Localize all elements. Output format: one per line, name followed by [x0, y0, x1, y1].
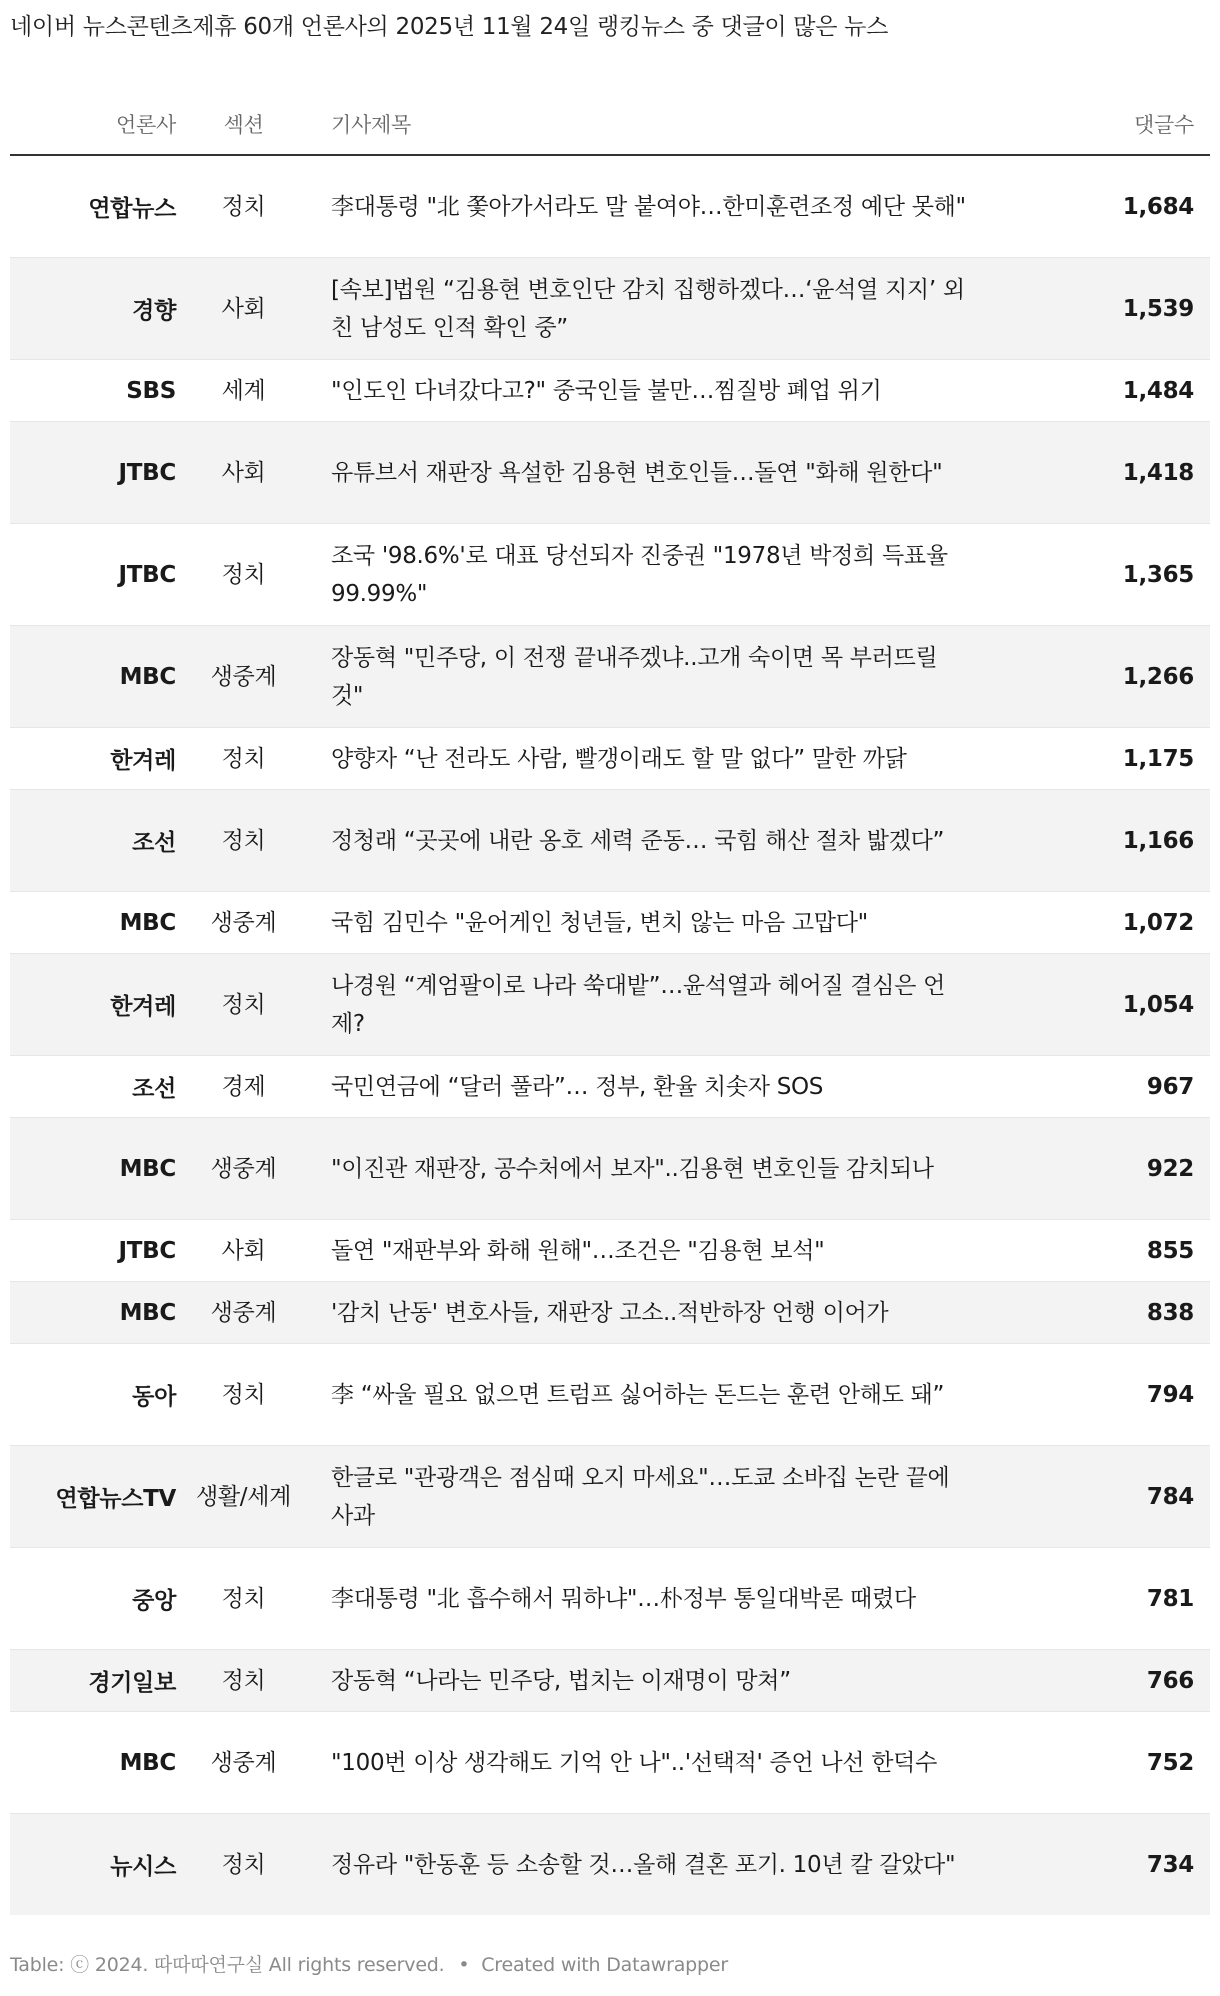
comment-count-cell: 1,175: [991, 728, 1210, 790]
table-footer: [10, 1950, 728, 1977]
headline-cell: 조국 '98.6%'로 대표 당선되자 진중권 "1978년 박정희 득표율 99.99%": [311, 524, 991, 626]
press-cell: 한겨레: [10, 728, 176, 790]
press-cell: MBC: [10, 626, 176, 728]
section-cell: 생중계: [176, 1282, 311, 1344]
table-title: 네이버 뉴스콘텐츠제휴 60개 언론사의 2025년 11월 24일 랭킹뉴스 중 댓글이 많은 뉴스: [10, 14, 888, 40]
headline-cell: 돌연 "재판부와 화해 원해"…조건은 "김용현 보석": [311, 1220, 991, 1282]
press-cell: 연합뉴스: [10, 155, 176, 258]
section-cell: 정치: [176, 1650, 311, 1712]
headline-cell: "이진관 재판장, 공수처에서 보자"..김용현 변호인들 감치되나: [311, 1118, 991, 1220]
section-cell: 경제: [176, 1056, 311, 1118]
headline-cell: 유튜브서 재판장 욕설한 김용현 변호인들…돌연 "화해 원한다": [311, 422, 991, 524]
column-header-comment-count[interactable]: 댓글수: [991, 94, 1210, 155]
comment-count-cell: 967: [991, 1056, 1210, 1118]
press-cell: JTBC: [10, 1220, 176, 1282]
headline-cell: "인도인 다녀갔다고?" 중국인들 불만…찜질방 폐업 위기: [311, 360, 991, 422]
table-row: [10, 892, 1210, 954]
section-cell: 사회: [176, 258, 311, 360]
table-row: [10, 1220, 1210, 1282]
headline-cell: 양향자 “난 전라도 사람, 빨갱이래도 할 말 없다” 말한 까닭: [311, 728, 991, 790]
comment-count-cell: 1,418: [991, 422, 1210, 524]
comment-count-cell: 922: [991, 1118, 1210, 1220]
section-cell: 정치: [176, 1814, 311, 1916]
table-row: [10, 728, 1210, 790]
section-cell: 사회: [176, 1220, 311, 1282]
headline-cell: 장동혁 “나라는 민주당, 법치는 이재명이 망쳐”: [311, 1650, 991, 1712]
headline-cell: 나경원 “계엄팔이로 나라 쑥대밭”…윤석열과 헤어질 결심은 언제?: [311, 954, 991, 1056]
column-header-section[interactable]: 섹션: [176, 94, 311, 155]
section-cell: 정치: [176, 728, 311, 790]
table-row: [10, 360, 1210, 422]
press-cell: 연합뉴스TV: [10, 1446, 176, 1548]
comment-count-cell: 838: [991, 1282, 1210, 1344]
section-cell: 생중계: [176, 626, 311, 728]
section-cell: 생중계: [176, 1712, 311, 1814]
headline-cell: 李대통령 "北 쫓아가서라도 말 붙여야…한미훈련조정 예단 못해": [311, 155, 991, 258]
comment-count-cell: 766: [991, 1650, 1210, 1712]
table-row: [10, 1118, 1210, 1220]
table-header-row: [10, 94, 1210, 155]
press-cell: 경향: [10, 258, 176, 360]
section-cell: 정치: [176, 1548, 311, 1650]
table-row: [10, 524, 1210, 626]
press-cell: 조선: [10, 1056, 176, 1118]
table-row: [10, 954, 1210, 1056]
comment-count-cell: 855: [991, 1220, 1210, 1282]
comment-count-cell: 1,266: [991, 626, 1210, 728]
section-cell: 정치: [176, 524, 311, 626]
headline-cell: 정유라 "한동훈 등 소송할 것…올해 결혼 포기. 10년 칼 갈았다": [311, 1814, 991, 1916]
press-cell: MBC: [10, 1118, 176, 1220]
column-header-headline[interactable]: 기사제목: [311, 94, 991, 155]
headline-cell: [속보]법원 “김용현 변호인단 감치 집행하겠다…‘윤석열 지지’ 외친 남성도 인적 확인 중”: [311, 258, 991, 360]
section-cell: 정치: [176, 954, 311, 1056]
press-cell: 중앙: [10, 1548, 176, 1650]
section-cell: 생활/세계: [176, 1446, 311, 1548]
comments-ranking-table: [10, 94, 1210, 1915]
comment-count-cell: 1,684: [991, 155, 1210, 258]
table-row: [10, 422, 1210, 524]
table-row: [10, 1282, 1210, 1344]
comment-count-cell: 784: [991, 1446, 1210, 1548]
section-cell: 세계: [176, 360, 311, 422]
headline-cell: 장동혁 "민주당, 이 전쟁 끝내주겠냐..고개 숙이면 목 부러뜨릴 것": [311, 626, 991, 728]
comment-count-cell: 1,166: [991, 790, 1210, 892]
table-row: [10, 790, 1210, 892]
copyright-text: Table: ⓒ 2024. 따따따연구실 All rights reserved.: [10, 1954, 445, 1976]
comment-count-cell: 734: [991, 1814, 1210, 1916]
press-cell: MBC: [10, 892, 176, 954]
separator-dot: •: [458, 1954, 470, 1976]
table-row: [10, 1446, 1210, 1548]
press-cell: 경기일보: [10, 1650, 176, 1712]
press-cell: 동아: [10, 1344, 176, 1446]
table-row: [10, 626, 1210, 728]
headline-cell: "100번 이상 생각해도 기억 안 나"..'선택적' 증언 나선 한덕수: [311, 1712, 991, 1814]
comment-count-cell: 1,539: [991, 258, 1210, 360]
section-cell: 생중계: [176, 892, 311, 954]
table-row: [10, 1344, 1210, 1446]
headline-cell: 국민연금에 “달러 풀라”… 정부, 환율 치솟자 SOS: [311, 1056, 991, 1118]
comment-count-cell: 781: [991, 1548, 1210, 1650]
table-row: [10, 258, 1210, 360]
table-row: [10, 1814, 1210, 1916]
comment-count-cell: 1,365: [991, 524, 1210, 626]
comment-count-cell: 752: [991, 1712, 1210, 1814]
comment-count-cell: 1,484: [991, 360, 1210, 422]
comment-count-cell: 1,072: [991, 892, 1210, 954]
table-row: [10, 1650, 1210, 1712]
headline-cell: '감치 난동' 변호사들, 재판장 고소..적반하장 언행 이어가: [311, 1282, 991, 1344]
table-row: [10, 1712, 1210, 1814]
column-header-press[interactable]: 언론사: [10, 94, 176, 155]
headline-cell: 李대통령 "北 흡수해서 뭐하냐"…朴정부 통일대박론 때렸다: [311, 1548, 991, 1650]
headline-cell: 국힘 김민수 "윤어게인 청년들, 변치 않는 마음 고맙다": [311, 892, 991, 954]
table-body: [10, 155, 1210, 1915]
headline-cell: 李 “싸울 필요 없으면 트럼프 싫어하는 돈드는 훈련 안해도 돼”: [311, 1344, 991, 1446]
press-cell: 뉴시스: [10, 1814, 176, 1916]
press-cell: JTBC: [10, 422, 176, 524]
section-cell: 정치: [176, 155, 311, 258]
press-cell: 한겨레: [10, 954, 176, 1056]
table-row: [10, 1548, 1210, 1650]
section-cell: 생중계: [176, 1118, 311, 1220]
table-row: [10, 155, 1210, 258]
section-cell: 정치: [176, 790, 311, 892]
datawrapper-credit: Created with Datawrapper: [481, 1954, 728, 1976]
press-cell: JTBC: [10, 524, 176, 626]
headline-cell: 정청래 “곳곳에 내란 옹호 세력 준동… 국힘 해산 절차 밟겠다”: [311, 790, 991, 892]
press-cell: 조선: [10, 790, 176, 892]
headline-cell: 한글로 "관광객은 점심때 오지 마세요"…도쿄 소바집 논란 끝에 사과: [311, 1446, 991, 1548]
section-cell: 사회: [176, 422, 311, 524]
press-cell: MBC: [10, 1712, 176, 1814]
section-cell: 정치: [176, 1344, 311, 1446]
table-row: [10, 1056, 1210, 1118]
comment-count-cell: 1,054: [991, 954, 1210, 1056]
press-cell: SBS: [10, 360, 176, 422]
press-cell: MBC: [10, 1282, 176, 1344]
comment-count-cell: 794: [991, 1344, 1210, 1446]
